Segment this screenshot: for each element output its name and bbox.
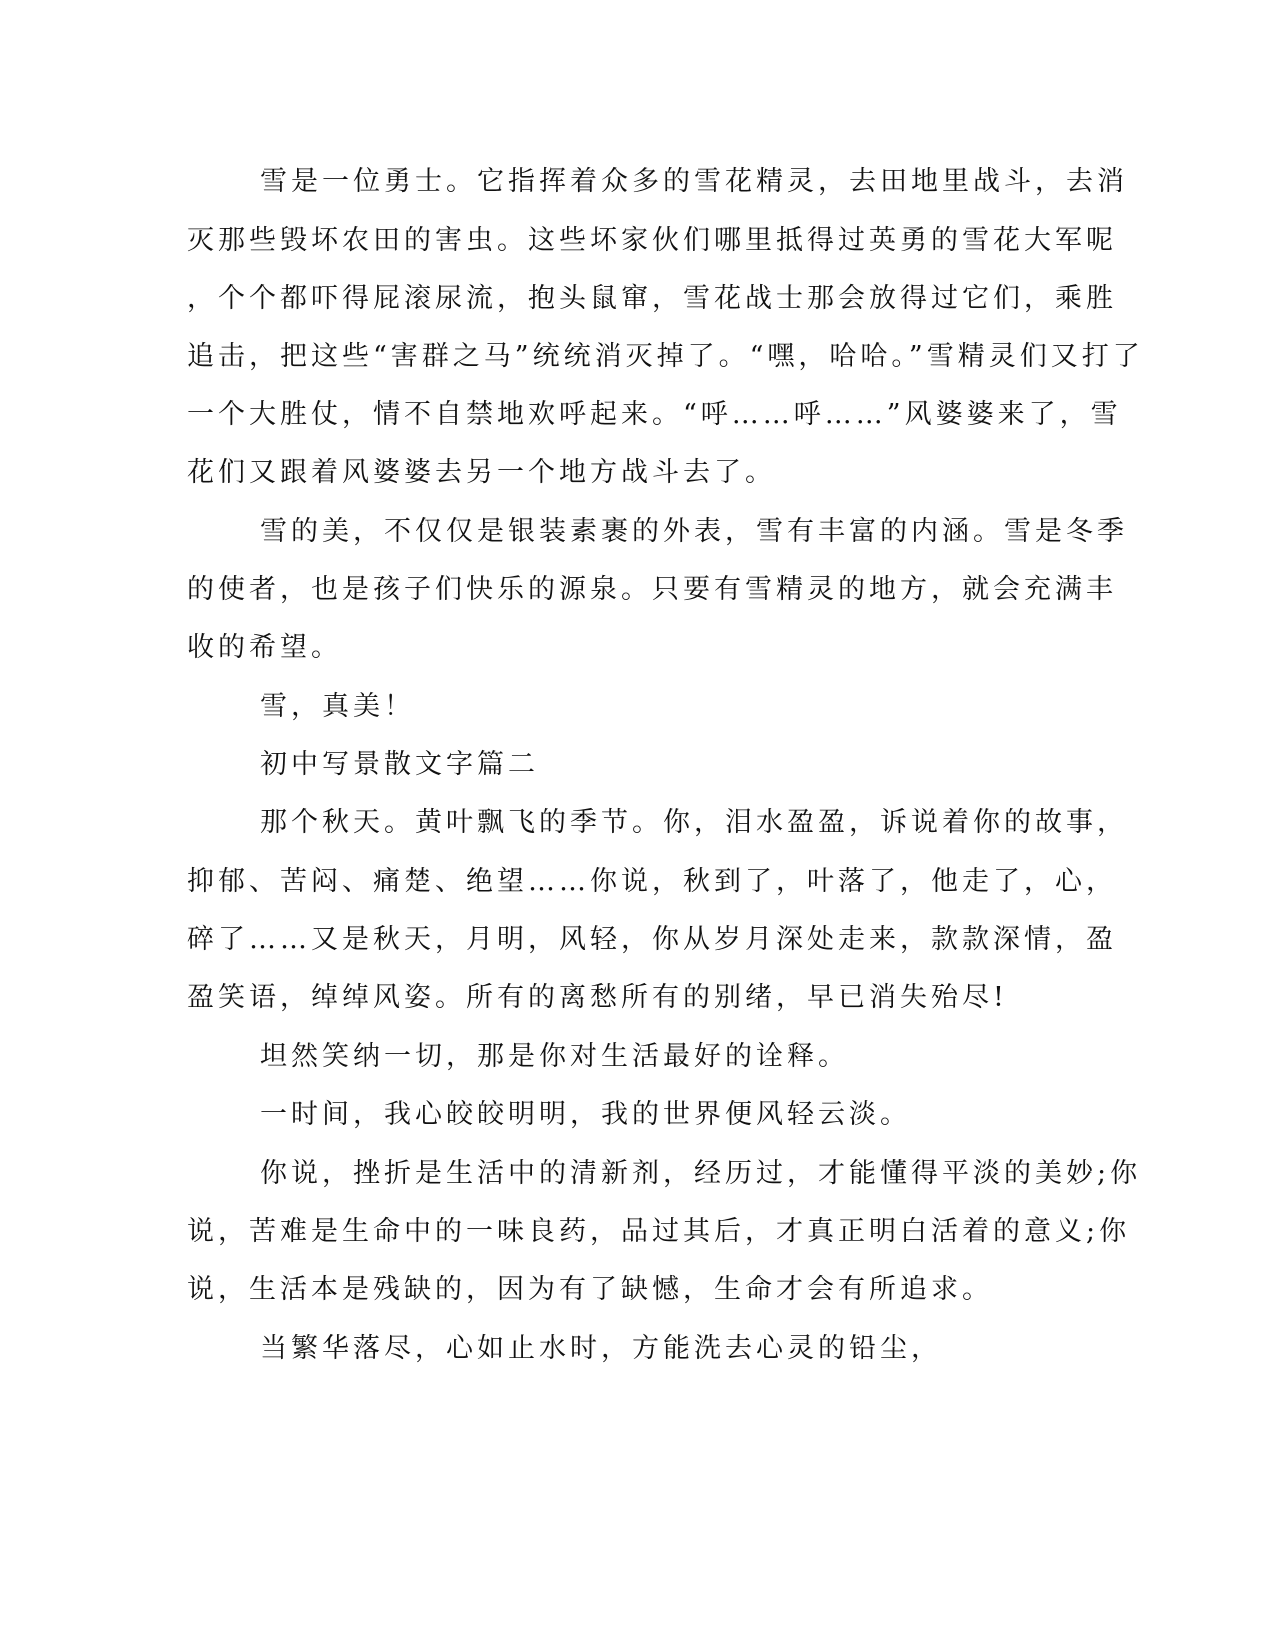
text-line: 你说，挫折是生活中的清新剂，经历过，才能懂得平淡的美妙;你 xyxy=(260,1158,1142,1189)
text-line: 坦然笑纳一切，那是你对生活最好的诠释。 xyxy=(260,1041,849,1072)
text-line: 雪，真美！ xyxy=(260,691,415,722)
text-line: 一时间，我心皎皎明明，我的世界便风轻云淡。 xyxy=(260,1099,911,1130)
text-line: 花们又跟着风婆婆去另一个地方战斗去了。 xyxy=(187,457,776,488)
text-line: 一个大胜仗，情不自禁地欢呼起来。“呼……呼……”风婆婆来了，雪 xyxy=(187,399,1122,430)
text-line: 那个秋天。黄叶飘飞的季节。你，泪水盈盈，诉说着你的故事， xyxy=(260,807,1128,838)
text-line: 收的希望。 xyxy=(187,632,342,663)
section-heading: 初中写景散文字篇二 xyxy=(260,749,539,780)
text-line: 追击，把这些“害群之马”统统消灭掉了。“嘿，哈哈。”雪精灵们又打了 xyxy=(187,341,1144,372)
text-line: 当繁华落尽，心如止水时，方能洗去心灵的铅尘， xyxy=(260,1333,942,1364)
text-line: 雪是一位勇士。它指挥着众多的雪花精灵，去田地里战斗，去消 xyxy=(260,166,1128,197)
text-line: 抑郁、苦闷、痛楚、绝望……你说，秋到了，叶落了，他走了，心， xyxy=(187,866,1117,897)
text-line: 雪的美，不仅仅是银装素裹的外表，雪有丰富的内涵。雪是冬季 xyxy=(260,516,1128,547)
text-line: 的使者，也是孩子们快乐的源泉。只要有雪精灵的地方，就会充满丰 xyxy=(187,574,1117,605)
text-line: 灭那些毁坏农田的害虫。这些坏家伙们哪里抵得过英勇的雪花大军呢 xyxy=(187,225,1117,256)
text-line: ，个个都吓得屁滚尿流，抱头鼠窜，雪花战士那会放得过它们，乘胜 xyxy=(187,283,1117,314)
text-line: 说，苦难是生命中的一味良药，品过其后，才真正明白活着的意义;你 xyxy=(187,1216,1131,1247)
text-line: 说，生活本是残缺的，因为有了缺憾，生命才会有所追求。 xyxy=(187,1274,993,1305)
text-line: 碎了……又是秋天，月明，风轻，你从岁月深处走来，款款深情，盈 xyxy=(187,924,1117,955)
text-line: 盈笑语，绰绰风姿。所有的离愁所有的别绪，早已消失殆尽! xyxy=(187,982,1008,1013)
